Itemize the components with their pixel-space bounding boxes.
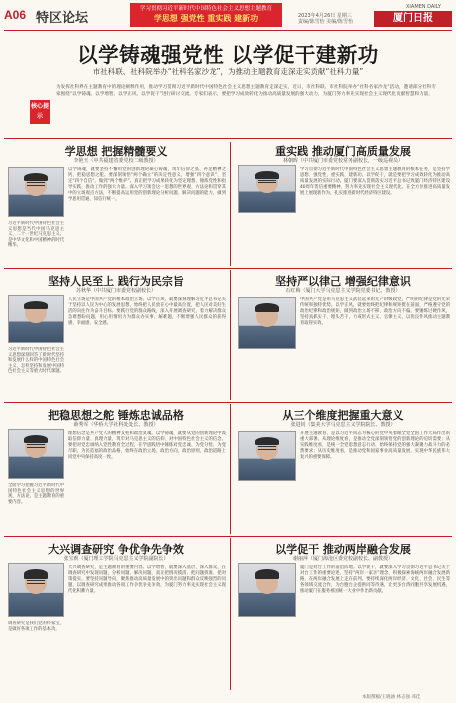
article-5 xyxy=(4,407,228,533)
author-photo xyxy=(8,429,64,479)
article-body: 中国共产党是用马克思主义武装起来的无产阶级政党，严明的纪律是党的光荣传统和独特优势。以学正风，就要始终把纪律和规矩挺在前面，严格遵守党的政治纪律和政治规矩，做到政治立场不移、政治方向不偏。要锤炼过硬作风，坚持真抓实干、埋头苦干，力戒形式主义、官僚主义，以优良作风推动主题教育取得实效。 xyxy=(300,297,450,326)
slogan-line2: 学思想 强党性 重实践 建新功 xyxy=(153,14,259,23)
divider xyxy=(4,138,452,139)
article-1 xyxy=(4,143,228,265)
footer-editor-note: 本版撰稿/王晓涵 林志强 邓佳 xyxy=(362,695,421,700)
divider xyxy=(4,536,452,537)
article-title: 坚持严以律己 增强纪律意识 xyxy=(275,275,411,288)
author-photo xyxy=(238,431,296,481)
paper-logo: 厦门日报 xyxy=(374,11,452,27)
article-title: 从三个维度把握重大意义 xyxy=(282,409,404,422)
page-number: A06 xyxy=(4,8,27,22)
masthead xyxy=(0,0,456,32)
author-photo xyxy=(8,295,64,343)
article-4 xyxy=(234,273,452,399)
photo-caption: 习近平新时代中国特色社会主义思想深刻回答了新时代坚持和发展什么样的中国特色社会主义、怎样坚持和发展中国特色社会主义等重大时代课题。 xyxy=(8,347,64,375)
author-photo xyxy=(8,167,64,217)
article-byline: 张宝莉（厦门理工学院马克思主义学院副院长） xyxy=(63,556,169,562)
article-title: 大兴调查研究 争优争先争效 xyxy=(48,543,184,556)
article-byline: 谢丽萍（厦门海沧区委党校副校长、副教授） xyxy=(292,556,393,562)
article-byline: 苏秋华（中共厦门市委党校副校长） xyxy=(75,288,156,294)
designer-text: 美编/陈雪怡 xyxy=(326,19,353,25)
slogan-line1: 学习贯彻习近平新时代中国特色社会主义思想主题教育 xyxy=(139,6,272,12)
article-title: 学思想 把握精髓要义 xyxy=(64,145,168,158)
article-body: 人民立场是中国共产党的根本政治立场。以学正风，就要深刻理解习近平总书记关于坚持以人民为中心的发展思想，始终把人民放在心中最高位置，把人民对美好生活的向往作为奋斗目标。要践行党的群众路线，深入开展调查研究，着力解决群众急难愁盼问题，用心用情用力为群众办实事、解难题，不断增强人民群众的获得感、幸福感、安全感。 xyxy=(68,297,226,326)
column-divider xyxy=(230,142,231,266)
author-photo xyxy=(238,297,296,349)
article-title: 重实践 推动厦门高质量发展 xyxy=(275,145,411,158)
article-3 xyxy=(4,273,228,399)
author-photo xyxy=(8,563,64,617)
article-byline: 薛秀军（华侨大学社科处处长、教授） xyxy=(73,422,159,428)
date-text: 2023年4月26日 星期三 xyxy=(298,13,352,19)
editor-text: 责编/陈雪怡 xyxy=(298,19,325,25)
photo-caption: 调查研究是我们党的传家宝，是做好各项工作的基本功。 xyxy=(8,621,64,632)
article-body: 理想信念是共产党人的精神支柱和政治灵魂。以学铸魂，就要从党的创新理论中汲取信仰力量、真理力量，筑牢对马克思主义的信仰、对中国特色社会主义的信念。要把对党忠诚纳入党性教育全过程，在学思践悟中锤炼对党忠诚、为党分忧、为党尽职、为民造福的政治品格，始终在政治立场、政治方向、政治原则、政治道路上同党中央保持高度一致。 xyxy=(68,431,226,460)
divider xyxy=(4,268,452,269)
article-title: 坚持人民至上 践行为民宗旨 xyxy=(48,275,184,288)
article-body: 开展主题教育，是以习近平同志为核心的党中央着眼全党全国工作大局作出的重大部署。从理论维度看，是推动全党深刻领悟党的创新理论的迫切需要；从实践维度看，是统一全党思想意志行动、始终保持党的强大凝聚力战斗力的必然要求；从历史维度看，是推动党和国家事业高质量发展、实现中华民族伟大复兴的重要保障。 xyxy=(300,431,450,460)
sub-headline: 市社科联、社科院举办“社科名家沙龙”，为推动主题教育走深走实贡献“社科力量” xyxy=(92,67,364,76)
article-body: 以学铸魂，就要坚持不懈用党的创新理论凝心铸魂，筑牢信仰之基、补足精神之钙、把稳思想之舵。要深刻领悟“两个确立”的决定性意义，增强“四个意识”、坚定“四个自信”、做到“两个维护”。真正把学习成果转化为坚定理想、锤炼党性和指导实践、推动工作的强大力量。深入学习领会这一思想的世界观、方法论和贯穿其中的立场观点方法，不断提高运用党的创新理论分析问题、解决问题的能力，做到学思用贯通、知信行统一。 xyxy=(68,167,226,202)
article-body: 大兴调查研究，是主题教育的重要内容。以学增智，就要深入基层、深入群众，在调查研究中发现问题、分析问题、解决问题，真正把情况摸清、把问题找准、把对策提实。要坚持问题导向，聚焦推动高质量发展中的突出问题和群众反映强烈的问题，以调查研究成果推动各项工作争优争先争效，为厦门努力率先实现社会主义现代化积蓄力量。 xyxy=(68,565,226,594)
slogan-banner xyxy=(130,3,282,27)
section-name: 特区论坛 xyxy=(36,11,89,26)
core-tip-tag: 核心提示 xyxy=(30,100,50,124)
author-photo xyxy=(238,165,296,213)
photo-caption: 习近平新时代中国特色社会主义思想是当代中国马克思主义、二十一世纪马克思主义，是中华文化和中国精神的时代精华。 xyxy=(8,221,64,249)
article-body: 厦门是对台工作的前沿阵地。以学促干，就要深入学习贯彻习近平总书记关于对台工作的重要论述，坚持“两岸一家亲”理念，积极探索海峡两岸融合发展新路，在两岸融合发展上走在前列。要持续深化两岸经济、文化、社会、民生等各领域交流合作，为台胞台企提供同等待遇，让更多台湾同胞共享发展机遇，推动厦门在服务祖国统一大业中作出新贡献。 xyxy=(300,565,450,594)
main-headline: 以学铸魂强党性 以学促干建新功 xyxy=(77,43,379,67)
article-8 xyxy=(234,541,452,691)
column-divider xyxy=(230,538,231,690)
intro-text: 为发挥社科界在主题教育中的理论阐释作用，推动学习贯彻习近平新时代中国特色社会主义思想主题教育走深走实，近日，市社科联、市社科院举办“社科名家沙龙”活动，邀请部分社科专家围绕“以学铸魂、以学增智、以学正风、以学促干”进行研讨交流。专家们表示，要把学习成效转化为推动高质量发展的强大动力，为厦门努力率先实现社会主义现代化贡献智慧和力量。 xyxy=(56,85,436,97)
paper-english-name: XIAMEN DAILY xyxy=(406,4,441,10)
article-6 xyxy=(234,407,452,533)
article-body: 学习贯彻习近平新时代中国特色社会主义思想主题教育的根本任务，是坚持学思想、强党性、重实践、建新功。以学促干，就是要把学习成效转化为推动高质量发展的实际行动。厦门要深入贯彻落实习近平总书记致厦门经济特区建设40周年贺信重要精神，努力率先实现社会主义现代化，在全方位推进高质量发展上展现新作为，扎实推进新时代经济特区建设。 xyxy=(300,167,450,196)
article-2 xyxy=(234,143,452,265)
article-7 xyxy=(4,541,228,691)
article-byline: 李艳玉（中共福建省委党校二级教授） xyxy=(73,158,159,164)
article-byline: 石红梅（厦门大学马克思主义学院党委书记、教授） xyxy=(285,288,401,294)
article-byline: 林朝晖（中共厦门市委党校常务副校长，一级巡视员） xyxy=(282,158,403,164)
masthead-rule xyxy=(4,30,452,31)
photo-caption: 全面学习把握习近平新时代中国特色社会主义思想的世界观、方法论，是主题教育的重要内容。 xyxy=(8,483,64,505)
column-divider xyxy=(230,404,231,534)
divider xyxy=(4,402,452,403)
dateline xyxy=(298,13,368,25)
article-byline: 张进钊（集美大学马克思主义学院院长、教授） xyxy=(290,422,396,428)
column-divider xyxy=(230,270,231,400)
article-title: 以学促干 推动两岸融合发展 xyxy=(275,543,411,556)
author-photo xyxy=(238,563,296,617)
article-title: 把稳思想之舵 锤炼忠诚品格 xyxy=(48,409,184,422)
